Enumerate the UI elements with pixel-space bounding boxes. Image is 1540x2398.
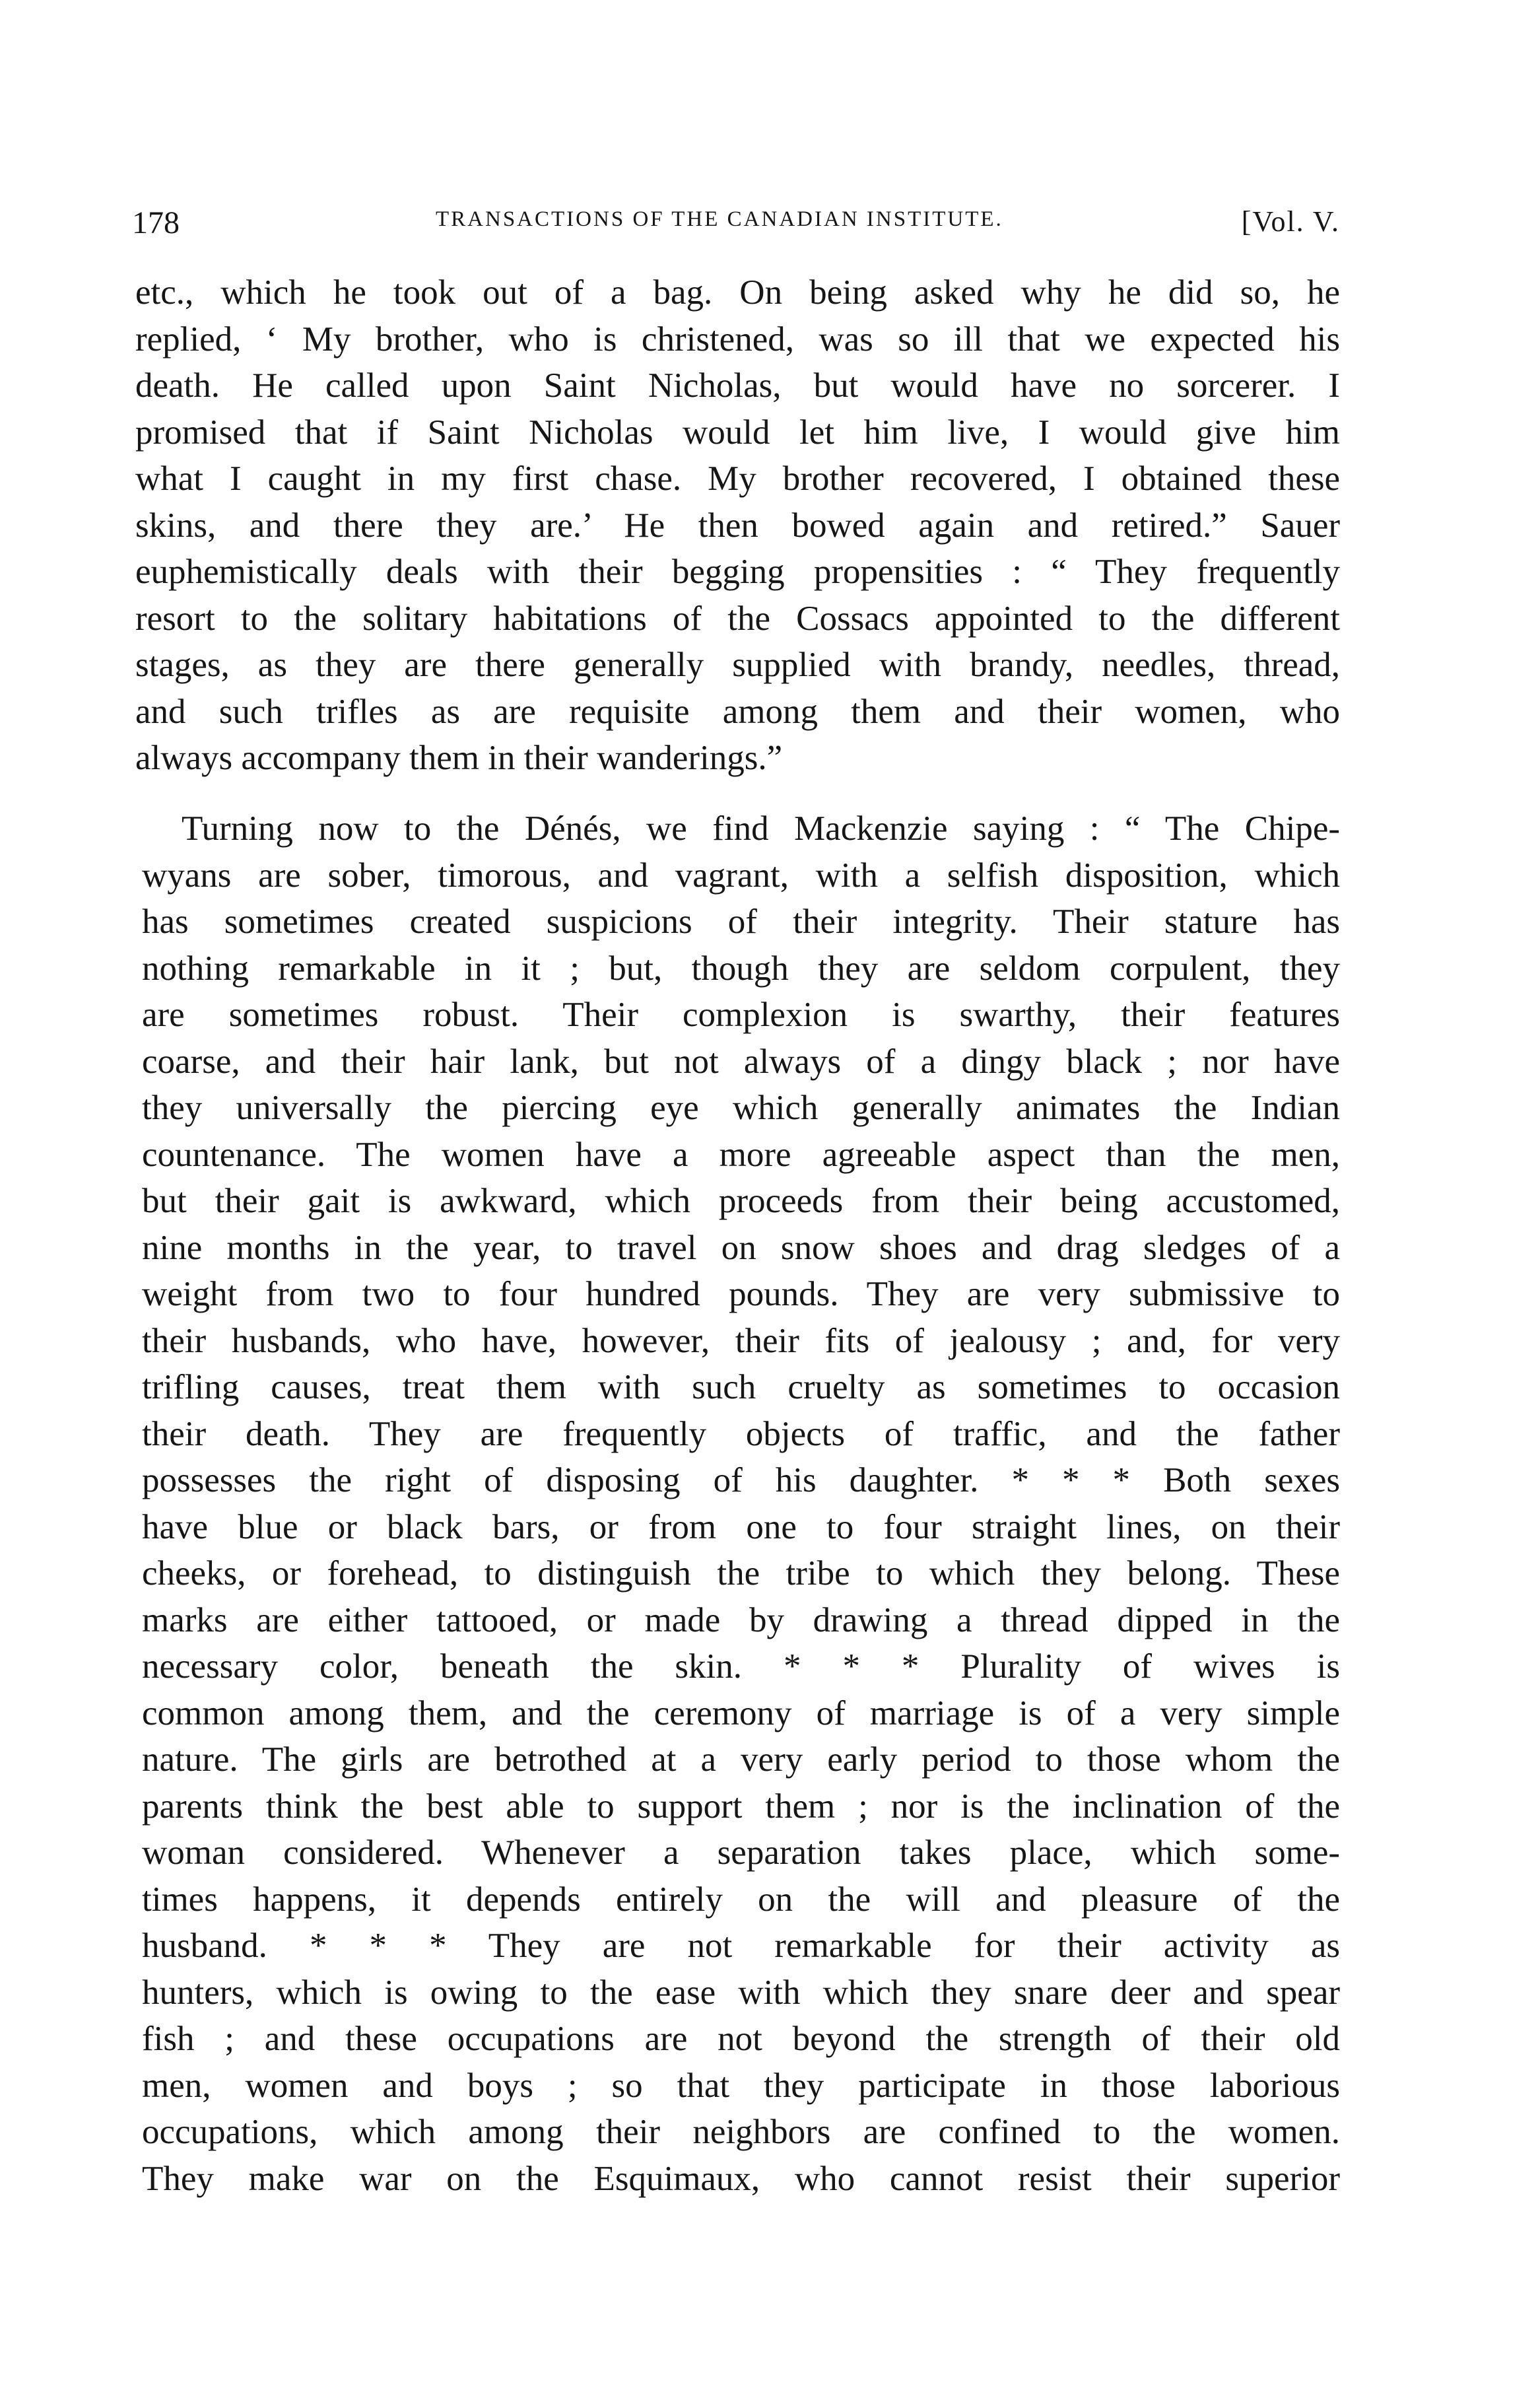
- text-line: etc., which he took out of a bag. On being asked why he did so, he: [135, 273, 1340, 312]
- text-line: woman considered. Whenever a separation takes place, which some-: [142, 1833, 1340, 1872]
- text-line: countenance. The women have a more agreeable aspect than the men,: [142, 1135, 1340, 1174]
- page-number: 178: [132, 205, 180, 240]
- text-line: occupations, which among their neighbors are confined to the women.: [142, 2113, 1340, 2151]
- text-line: fish ; and these occupations are not beyond the strength of their old: [142, 2020, 1340, 2058]
- running-title: TRANSACTIONS OF THE CANADIAN INSTITUTE.: [436, 207, 1003, 231]
- text-line: are sometimes robust. Their complexion is swarthy, their features: [142, 996, 1340, 1034]
- text-line: euphemistically deals with their begging propensities : “ They frequently: [135, 553, 1340, 591]
- text-line: nature. The girls are betrothed at a very early period to those whom the: [142, 1740, 1340, 1779]
- text-line: parents think the best able to support them ; nor is the inclination of the: [142, 1787, 1340, 1826]
- text-line: and such trifles as are requisite among them and their women, who: [135, 692, 1340, 731]
- text-line: possesses the right of disposing of his daughter. * * * Both sexes: [142, 1461, 1340, 1499]
- text-line: promised that if Saint Nicholas would let him live, I would give him: [135, 413, 1340, 452]
- text-line: coarse, and their hair lank, but not always of a dingy black ; nor have: [142, 1042, 1340, 1081]
- text-line: always accompany them in their wanderings.”: [135, 739, 783, 777]
- text-line: death. He called upon Saint Nicholas, but would have no sorcerer. I: [135, 366, 1340, 405]
- paragraph-1: [135, 269, 1340, 782]
- text-line: marks are either tattooed, or made by drawing a thread dipped in the: [142, 1600, 1340, 1639]
- text-line: their husbands, who have, however, their fits of jealousy ; and, for very: [142, 1321, 1340, 1360]
- paragraph-2: [142, 805, 1340, 2202]
- text-line: their death. They are frequently objects of traffic, and the father: [142, 1414, 1340, 1453]
- text-line: resort to the solitary habitations of the Cossacs appointed to the different: [135, 599, 1340, 638]
- text-line: have blue or black bars, or from one to four straight lines, on their: [142, 1507, 1340, 1546]
- text-line: skins, and there they are.’ He then bowed again and retired.” Sauer: [135, 506, 1340, 545]
- page-header: [132, 205, 1340, 244]
- text-line: nine months in the year, to travel on snow shoes and drag sledges of a: [142, 1228, 1340, 1267]
- text-line: cheeks, or forehead, to distinguish the tribe to which they belong. These: [142, 1554, 1340, 1593]
- text-line: weight from two to four hundred pounds. They are very submissive to: [142, 1275, 1340, 1313]
- text-line: but their gait is awkward, which proceeds from their being accustomed,: [142, 1182, 1340, 1220]
- text-line: men, women and boys ; so that they participate in those laborious: [142, 2066, 1340, 2105]
- text-line: husband. * * * They are not remarkable for their activity as: [142, 1927, 1340, 1965]
- text-line: times happens, it depends entirely on the will and pleasure of the: [142, 1880, 1340, 1919]
- text-line: common among them, and the ceremony of marriage is of a very simple: [142, 1694, 1340, 1732]
- volume-label: [Vol. V.: [1241, 205, 1340, 238]
- text-line: stages, as they are there generally supplied with brandy, needles, thread,: [135, 646, 1340, 684]
- text-line: they universally the piercing eye which generally animates the Indian: [142, 1089, 1340, 1127]
- text-line: what I caught in my first chase. My brother recovered, I obtained these: [135, 460, 1340, 498]
- text-line: has sometimes created suspicions of their integrity. Their stature has: [142, 903, 1340, 941]
- text-line: Turning now to the Dénés, we find Mackenzie saying : “ The Chipe-: [182, 809, 1340, 848]
- text-line: wyans are sober, timorous, and vagrant, with a selfish disposition, which: [142, 856, 1340, 895]
- text-line: hunters, which is owing to the ease with which they snare deer and spear: [142, 1973, 1340, 2012]
- text-line: trifling causes, treat them with such cruelty as sometimes to occasion: [142, 1368, 1340, 1406]
- text-line: nothing remarkable in it ; but, though they are seldom corpulent, they: [142, 949, 1340, 988]
- text-line: replied, ‘ My brother, who is christened, was so ill that we expected his: [135, 320, 1340, 359]
- text-line: necessary color, beneath the skin. * * * Plurality of wives is: [142, 1647, 1340, 1686]
- text-line: They make war on the Esquimaux, who cannot resist their superior: [142, 2159, 1340, 2198]
